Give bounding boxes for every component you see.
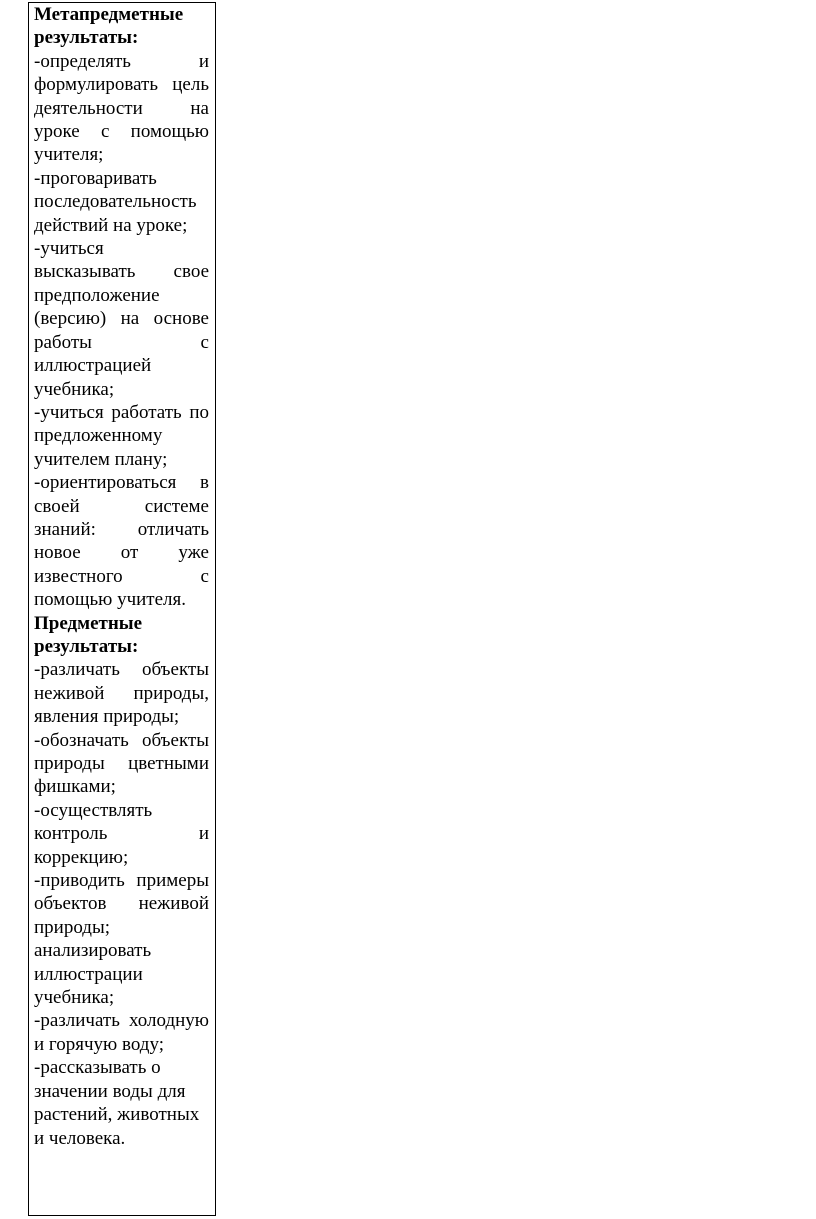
meta-results-item: -учиться работать по предложенному учителем плану; (34, 401, 209, 470)
meta-results-item: -определять и формулировать цель деятельности на уроке с помощью учителя; (34, 50, 209, 166)
subject-results-item: -обозначать объекты природы цветными фишками; (34, 729, 209, 798)
meta-results-item: -ориентироваться в своей системе знаний: отличать новое от уже известного с помощью учителя. (34, 472, 209, 611)
subject-results-item: -различать объекты неживой природы, явления природы; (34, 659, 209, 728)
subject-results-item: -рассказывать о значении воды для растений, животных и человека. (34, 1057, 200, 1149)
meta-results-heading: Метапредметные результаты: (34, 4, 184, 49)
subject-results-item: анализировать иллюстрации учебника; (34, 940, 152, 1009)
subject-results-item: -осуществлять контроль и коррекцию; (34, 799, 209, 868)
subject-results-item: -различать холодную и горячую воду; (34, 1010, 209, 1055)
results-table-cell (28, 2, 216, 1216)
meta-results-item: -проговаривать последовательность действий на уроке; (34, 167, 197, 236)
subject-results-item: -приводить примеры объектов неживой природы; (34, 870, 209, 938)
subject-results-heading: Предметные результаты: (34, 612, 143, 657)
meta-results-item: -учиться высказывать свое предположение (версию) на основе работы с иллюстрацией учебника; (34, 238, 209, 400)
